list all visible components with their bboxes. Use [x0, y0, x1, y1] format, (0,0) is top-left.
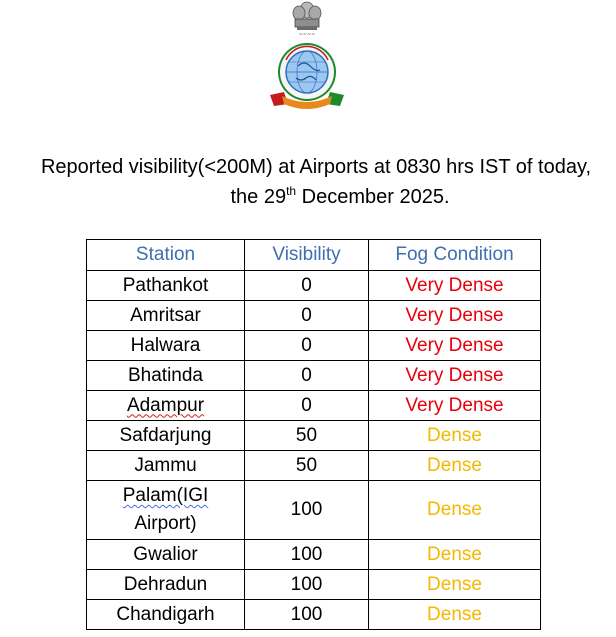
fog-condition-cell: Dense — [369, 570, 541, 600]
table-row — [87, 361, 541, 391]
fog-condition-cell: Very Dense — [369, 391, 541, 421]
station-cell: Jammu — [87, 451, 245, 481]
fog-condition-cell: Dense — [369, 481, 541, 540]
station-cell: Safdarjung — [87, 421, 245, 451]
table-row — [87, 451, 541, 481]
fog-condition-cell: Dense — [369, 600, 541, 630]
station-text-spellcheck: Adampur — [126, 394, 205, 416]
table-row — [87, 301, 541, 331]
globe-icon — [278, 43, 336, 101]
fog-condition-cell: Very Dense — [369, 271, 541, 301]
visibility-cell: 100 — [245, 540, 369, 570]
visibility-cell: 0 — [245, 271, 369, 301]
visibility-cell: 0 — [245, 301, 369, 331]
table-row — [87, 540, 541, 570]
visibility-cell: 0 — [245, 331, 369, 361]
station-cell — [87, 481, 245, 540]
header-station: Station — [87, 240, 245, 271]
fog-condition-cell: Dense — [369, 421, 541, 451]
imd-emblem-graphic — [266, 0, 348, 112]
station-cell: Bhatinda — [87, 361, 245, 391]
station-cell: Chandigarh — [87, 600, 245, 630]
fog-condition-cell: Very Dense — [369, 301, 541, 331]
header-visibility: Visibility — [245, 240, 369, 271]
station-cell — [87, 391, 245, 421]
station-cell: Dehradun — [87, 570, 245, 600]
station-cell: Amritsar — [87, 301, 245, 331]
table-row — [87, 271, 541, 301]
visibility-cell: 100 — [245, 570, 369, 600]
report-heading-date-rest: December 2025. — [296, 186, 450, 208]
visibility-cell: 50 — [245, 451, 369, 481]
report-heading — [0, 152, 616, 212]
fog-condition-cell: Dense — [369, 540, 541, 570]
header-fog-condition: Fog Condition — [369, 240, 541, 271]
svg-text:~~~~: ~~~~ — [298, 32, 316, 38]
fog-condition-cell: Very Dense — [369, 361, 541, 391]
table-row — [87, 570, 541, 600]
station-cell: Gwalior — [87, 540, 245, 570]
imd-emblem-icon — [266, 0, 348, 112]
lion-capital-icon — [293, 2, 321, 38]
station-cell: Pathankot — [87, 271, 245, 301]
visibility-cell: 100 — [245, 600, 369, 630]
station-text-line2: Airport) — [134, 513, 197, 534]
visibility-cell: 0 — [245, 361, 369, 391]
fog-condition-cell: Very Dense — [369, 331, 541, 361]
table-header-row — [87, 240, 541, 271]
table-row — [87, 331, 541, 361]
visibility-cell: 50 — [245, 421, 369, 451]
visibility-cell: 0 — [245, 391, 369, 421]
station-text-line1: Palam(IGI — [122, 485, 209, 506]
fog-condition-cell: Dense — [369, 451, 541, 481]
table-row — [87, 421, 541, 451]
visibility-cell: 100 — [245, 481, 369, 540]
report-heading-line2 — [32, 182, 616, 212]
station-cell: Halwara — [87, 331, 245, 361]
report-heading-date-suffix: th — [286, 184, 297, 198]
report-heading-date-prefix: the 29 — [230, 186, 287, 208]
table-row — [87, 481, 541, 540]
table-row — [87, 600, 541, 630]
fog-visibility-table — [86, 239, 541, 630]
table-row — [87, 391, 541, 421]
report-heading-line1: Reported visibility(<200M) at Airports at 0830 hrs IST of today, — [40, 156, 592, 178]
